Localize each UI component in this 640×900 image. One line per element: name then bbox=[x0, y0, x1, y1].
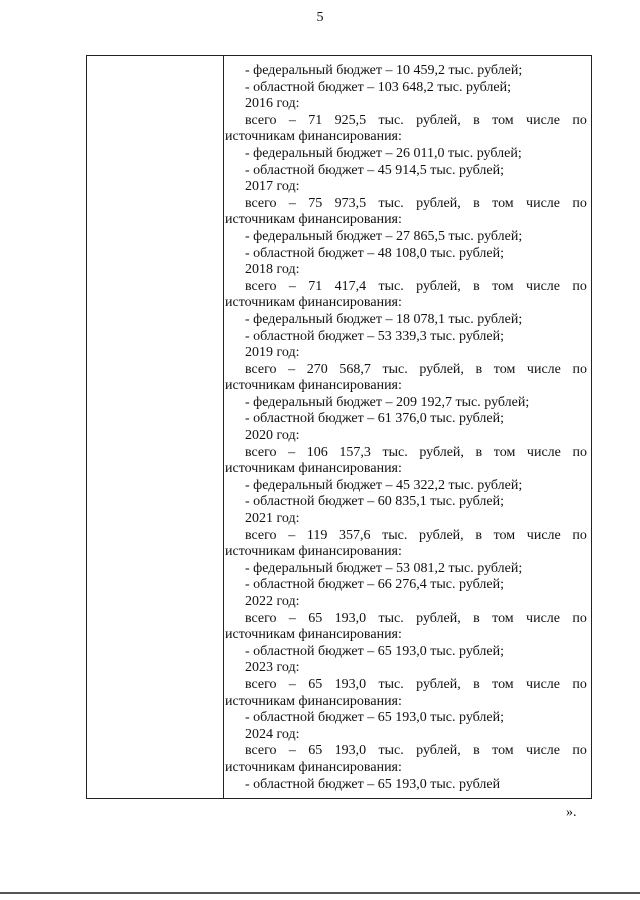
total-line bbox=[225, 743, 587, 760]
budget-line: - областной бюджет – 53 339,3 тыс. рублей; bbox=[245, 328, 504, 344]
total-line-word: 357,6 bbox=[338, 527, 371, 543]
total-line-word: по bbox=[572, 527, 587, 543]
budget-line: 2019 год: bbox=[245, 345, 300, 361]
total-line-word: всего bbox=[245, 112, 277, 128]
total-line-word: по bbox=[572, 195, 587, 211]
total-line-word: всего bbox=[245, 195, 277, 211]
budget-line: - областной бюджет – 45 914,5 тыс. рублей; bbox=[245, 162, 504, 178]
budget-line: - областной бюджет – 66 276,4 тыс. рублей; bbox=[245, 577, 504, 593]
total-line-word: том bbox=[492, 676, 514, 692]
total-line-word: числе bbox=[526, 610, 560, 626]
total-line bbox=[225, 113, 587, 130]
total-line-word: 270 bbox=[306, 361, 328, 377]
budget-line: - областной бюджет – 65 193,0 тыс. рублей; bbox=[245, 710, 504, 726]
total-line bbox=[225, 528, 587, 545]
total-line-word: всего bbox=[245, 361, 277, 377]
budget-line: - федеральный бюджет – 45 322,2 тыс. рублей; bbox=[245, 477, 523, 493]
total-line bbox=[225, 279, 587, 296]
total-line-word: рублей, bbox=[416, 112, 461, 128]
total-line-word: числе bbox=[526, 444, 561, 460]
total-line bbox=[225, 196, 587, 213]
budget-line: 2018 год: bbox=[245, 262, 300, 278]
total-line-word: в bbox=[475, 361, 483, 377]
total-line-word: рублей, bbox=[419, 527, 464, 543]
budget-line: 2021 год: bbox=[245, 511, 300, 527]
total-line-word: всего bbox=[245, 527, 277, 543]
total-line bbox=[225, 362, 587, 379]
total-line-word: в bbox=[473, 743, 480, 759]
total-line-word: по bbox=[572, 743, 587, 759]
total-line-word: – bbox=[288, 195, 296, 211]
total-line-word: тыс. bbox=[378, 743, 404, 759]
budget-line: 2023 год: bbox=[245, 660, 300, 676]
total-line-word: 65 bbox=[308, 676, 323, 692]
total-line-word: числе bbox=[526, 743, 560, 759]
sources-line: источникам финансирования: bbox=[225, 759, 402, 775]
total-line-word: 71 bbox=[308, 278, 323, 294]
total-line-word: рублей, bbox=[416, 676, 461, 692]
table-label-cell bbox=[87, 56, 224, 798]
total-line-word: по bbox=[572, 444, 587, 460]
total-line-word: рублей, bbox=[419, 361, 464, 377]
total-line-word: числе bbox=[526, 278, 560, 294]
total-line-word: – bbox=[288, 527, 296, 543]
total-line-word: – bbox=[288, 361, 296, 377]
total-line-word: – bbox=[288, 278, 296, 294]
total-line-word: 973,5 bbox=[334, 195, 367, 211]
sources-line: источникам финансирования: bbox=[225, 627, 402, 643]
total-line-word: 193,0 bbox=[334, 743, 367, 759]
total-line-word: – bbox=[288, 112, 296, 128]
total-line-word: том bbox=[492, 743, 514, 759]
budget-line: 2020 год: bbox=[245, 428, 300, 444]
sources-line: источникам финансирования: bbox=[225, 461, 402, 477]
budget-line: 2022 год: bbox=[245, 594, 300, 609]
sources-line: источникам финансирования: bbox=[225, 295, 402, 311]
total-line-word: – bbox=[288, 676, 296, 692]
total-line-word: тыс. bbox=[382, 527, 408, 543]
sources-line: источникам финансирования: bbox=[225, 212, 402, 228]
total-line-word: том bbox=[493, 527, 516, 543]
total-line-word: 65 bbox=[308, 610, 323, 626]
total-line-word: том bbox=[492, 112, 514, 128]
total-line-word: – bbox=[288, 610, 296, 626]
budget-line: - областной бюджет – 60 835,1 тыс. рублей; bbox=[245, 494, 504, 510]
budget-line: - областной бюджет – 61 376,0 тыс. рублей; bbox=[245, 411, 504, 427]
total-line-word: тыс. bbox=[378, 610, 404, 626]
total-line bbox=[225, 611, 587, 628]
total-line-word: по bbox=[572, 361, 587, 377]
closing-quote-mark: ». bbox=[566, 805, 577, 820]
total-line-word: 75 bbox=[308, 195, 323, 211]
total-line-word: том bbox=[492, 610, 514, 626]
total-line-word: в bbox=[475, 444, 483, 460]
total-line-word: 157,3 bbox=[339, 444, 371, 460]
total-line-word: 925,5 bbox=[334, 112, 367, 128]
budget-line: - федеральный бюджет – 18 078,1 тыс. рублей; bbox=[245, 311, 523, 327]
sources-line: источникам финансирования: bbox=[225, 544, 402, 560]
total-line-word: – bbox=[288, 444, 296, 460]
total-line-word: 193,0 bbox=[334, 610, 367, 626]
total-line-word: том bbox=[492, 278, 514, 294]
budget-line: - федеральный бюджет – 209 192,7 тыс. рублей; bbox=[245, 394, 530, 410]
total-line-word: том bbox=[493, 444, 516, 460]
budget-line: - федеральный бюджет – 27 865,5 тыс. рублей; bbox=[245, 228, 523, 244]
total-line-word: в bbox=[475, 527, 482, 543]
total-line-word: тыс. bbox=[378, 195, 404, 211]
total-line bbox=[225, 677, 587, 694]
total-line-word: рублей, bbox=[416, 195, 461, 211]
total-line-word: числе bbox=[526, 112, 560, 128]
total-line-word: числе bbox=[526, 527, 561, 543]
total-line-word: рублей, bbox=[416, 743, 461, 759]
total-line-word: в bbox=[473, 195, 480, 211]
sources-line: источникам финансирования: bbox=[225, 378, 402, 394]
total-line-word: всего bbox=[245, 444, 277, 460]
budget-line: - областной бюджет – 65 193,0 тыс. рублей; bbox=[245, 643, 504, 659]
total-line-word: – bbox=[288, 743, 296, 759]
total-line-word: рублей, bbox=[419, 444, 464, 460]
total-line-word: всего bbox=[245, 743, 277, 759]
total-line-word: всего bbox=[245, 610, 277, 626]
budget-line: 2017 год: bbox=[245, 179, 300, 195]
total-line-word: числе bbox=[526, 676, 560, 692]
bottom-rule bbox=[0, 892, 640, 894]
total-line-word: тыс. bbox=[378, 676, 404, 692]
total-line-word: рублей, bbox=[416, 278, 461, 294]
total-line-word: тыс. bbox=[382, 444, 408, 460]
total-line-word: в bbox=[473, 610, 480, 626]
total-line-word: по bbox=[572, 112, 587, 128]
total-line-word: том bbox=[492, 195, 514, 211]
total-line-word: 71 bbox=[308, 112, 323, 128]
budget-line: - областной бюджет – 103 648,2 тыс. рублей; bbox=[245, 79, 511, 95]
table-content-cell bbox=[225, 63, 587, 793]
total-line-word: по bbox=[572, 610, 587, 626]
budget-table bbox=[86, 55, 592, 799]
total-line-word: 193,0 bbox=[334, 676, 367, 692]
total-line-word: в bbox=[473, 278, 480, 294]
total-line-word: всего bbox=[245, 278, 277, 294]
total-line-word: по bbox=[572, 278, 587, 294]
total-line bbox=[225, 445, 587, 462]
budget-line: - федеральный бюджет – 10 459,2 тыс. рублей; bbox=[245, 63, 523, 78]
total-line-word: рублей, bbox=[416, 610, 461, 626]
total-line-word: всего bbox=[245, 676, 277, 692]
sources-line: источникам финансирования: bbox=[225, 129, 402, 145]
budget-line: - областной бюджет – 65 193,0 тыс. рублей bbox=[245, 776, 501, 792]
total-line-word: числе bbox=[526, 195, 560, 211]
total-line-word: 417,4 bbox=[334, 278, 367, 294]
total-line-word: в bbox=[473, 112, 480, 128]
budget-line: - областной бюджет – 48 108,0 тыс. рублей; bbox=[245, 245, 504, 261]
page-number: 5 bbox=[316, 10, 324, 25]
total-line-word: тыс. bbox=[378, 112, 404, 128]
total-line-word: 119 bbox=[306, 527, 328, 543]
budget-line: - федеральный бюджет – 26 011,0 тыс. рублей; bbox=[245, 145, 522, 161]
total-line-word: 106 bbox=[306, 444, 328, 460]
total-line-word: том bbox=[493, 361, 516, 377]
total-line-word: тыс. bbox=[382, 361, 408, 377]
total-line-word: тыс. bbox=[378, 278, 404, 294]
total-line-word: в bbox=[473, 676, 480, 692]
total-line-word: 65 bbox=[308, 743, 323, 759]
budget-line: - федеральный бюджет – 53 081,2 тыс. рублей; bbox=[245, 560, 523, 576]
total-line-word: 568,7 bbox=[339, 361, 371, 377]
budget-line: 2024 год: bbox=[245, 726, 300, 742]
total-line-word: по bbox=[572, 676, 587, 692]
budget-line: 2016 год: bbox=[245, 96, 300, 112]
total-line-word: числе bbox=[526, 361, 561, 377]
sources-line: источникам финансирования: bbox=[225, 693, 402, 709]
